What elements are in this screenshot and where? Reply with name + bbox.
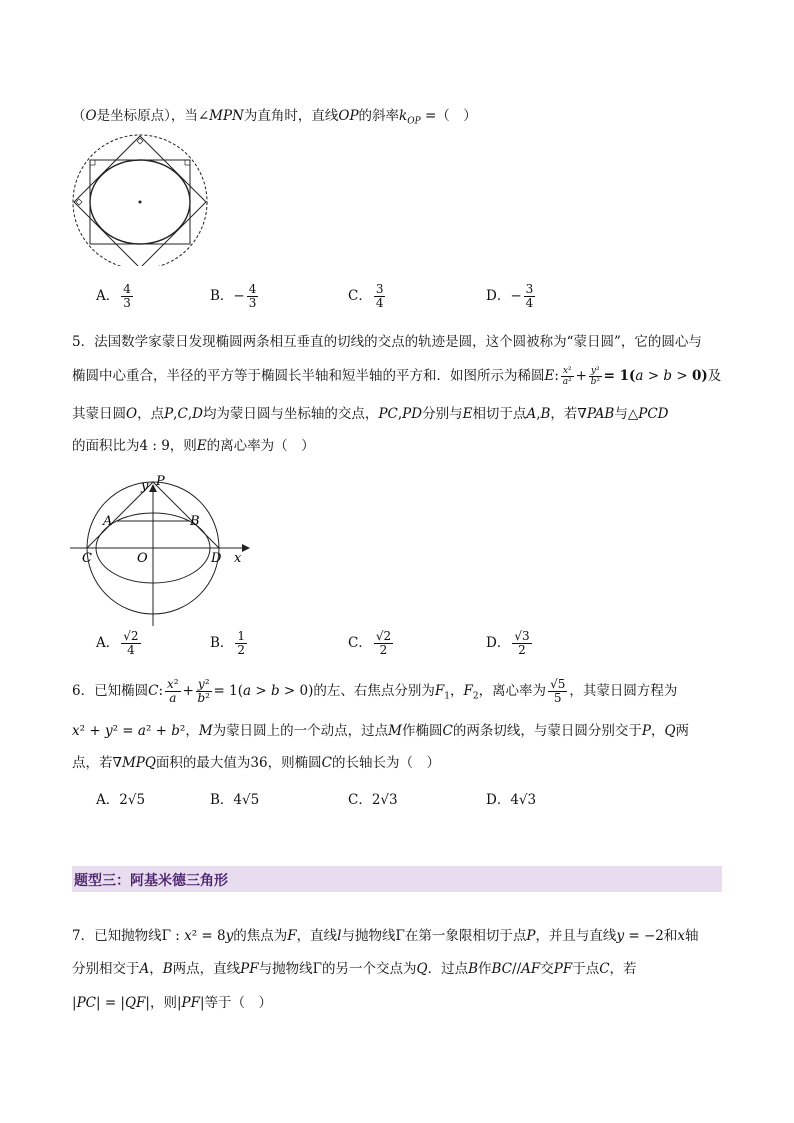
q5-option-b[interactable]: B． $\frac{1}{2}$ (210, 629, 246, 657)
section-header (72, 866, 722, 892)
section-title: 题型三：阿基米德三角形 (74, 873, 228, 889)
q5-label-y: y (141, 479, 149, 494)
q6-option-d[interactable]: D．4√3 (486, 792, 537, 808)
q5-line-3: 其蒙日圆O，点P,C,D均为蒙日圆与坐标轴的交点，PC,PD分别与E相切于点A,B，若∇PAB与△PCD (72, 406, 669, 422)
q5-label-d: D (211, 551, 222, 566)
q6-line-2: x² + y² = a² + b²，M为蒙日圆上的一个动点，过点M作椭圆C的两条切线，与蒙日圆分别交于P，Q两 (72, 723, 690, 739)
q6-line-3: 点，若∇MPQ面积的最大值为36，则椭圆C的长轴长为（ ） (72, 755, 440, 771)
q5-label-a: A (103, 514, 113, 529)
q5-option-d[interactable]: D． $\frac{√3}{2}$ (486, 629, 530, 657)
q4-option-d[interactable]: D．− $\frac{3}{4}$ (486, 282, 534, 310)
q4-figure (69, 134, 211, 266)
q5-option-c[interactable]: C． $\frac{√2}{2}$ (348, 629, 392, 657)
q7-line-3: |PC| = |QF|，则|PF|等于（ ） (72, 995, 273, 1011)
q7-line-2: 分别相交于A，B两点，直线PF与抛物线Γ的另一个交点为Q．过点B作BC//AF交PF于点C，若 (72, 961, 637, 977)
q7-line-1: 7．已知抛物线Γ : x² = 8y的焦点为F，直线l与抛物线Γ在第一象限相切于点P，并且与直线y = −2和x轴 (72, 928, 699, 944)
q4-stem-tail: （O是坐标原点），当∠MPN为直角时，直线OP的斜率$k_{OP}$ =（ ） (72, 108, 477, 127)
q6-option-b[interactable]: B．4√5 (210, 792, 260, 808)
q4-option-b[interactable]: B．− $\frac{4}{3}$ (210, 282, 257, 310)
q5-label-x: x (234, 551, 242, 566)
q4-option-c[interactable]: C． $\frac{3}{4}$ (348, 282, 384, 310)
q5-label-b: B (190, 514, 200, 529)
q6-option-c[interactable]: C．2√3 (348, 792, 398, 808)
q5-label-p: P (156, 474, 165, 489)
q5-option-a[interactable]: A． $\frac{√2}{4}$ (96, 629, 139, 657)
q6-line-1: 6．已知椭圆C: $\frac{\text{x²}}{a}$ + $\frac{\text{y²}}{\text{b²}}$ = 1(a > b > 0)的左、右焦点分别为$F_1$，$F_2$，离心率为 $\frac{√5}{5}$ ，其蒙日圆方程为 (72, 677, 678, 705)
q5-figure (70, 458, 260, 628)
q5-line-4: 的面积比为4 : 9，则E的离心率为（ ） (72, 438, 315, 454)
q5-label-o: O (137, 551, 148, 566)
q5-label-c: C (82, 551, 92, 566)
q5-line-1: 5．法国数学家蒙日发现椭圆两条相互垂直的切线的交点的轨迹是圆，这个圆被称为“蒙日圆”，它的圆心与 (72, 334, 702, 350)
q6-option-a[interactable]: A．2√5 (96, 792, 146, 808)
q5-line-2: 椭圆中心重合，半径的平方等于椭圆长半轴和短半轴的平方和．如图所示为稀圆E: $\frac{\text{x²}}{\text{a²}}$ + $\frac{\text{y²}}{\text{b²}}$ = 1(a > b > 0)及 (72, 366, 722, 387)
q4-option-a[interactable]: A． $\frac{4}{3}$ (96, 282, 131, 310)
